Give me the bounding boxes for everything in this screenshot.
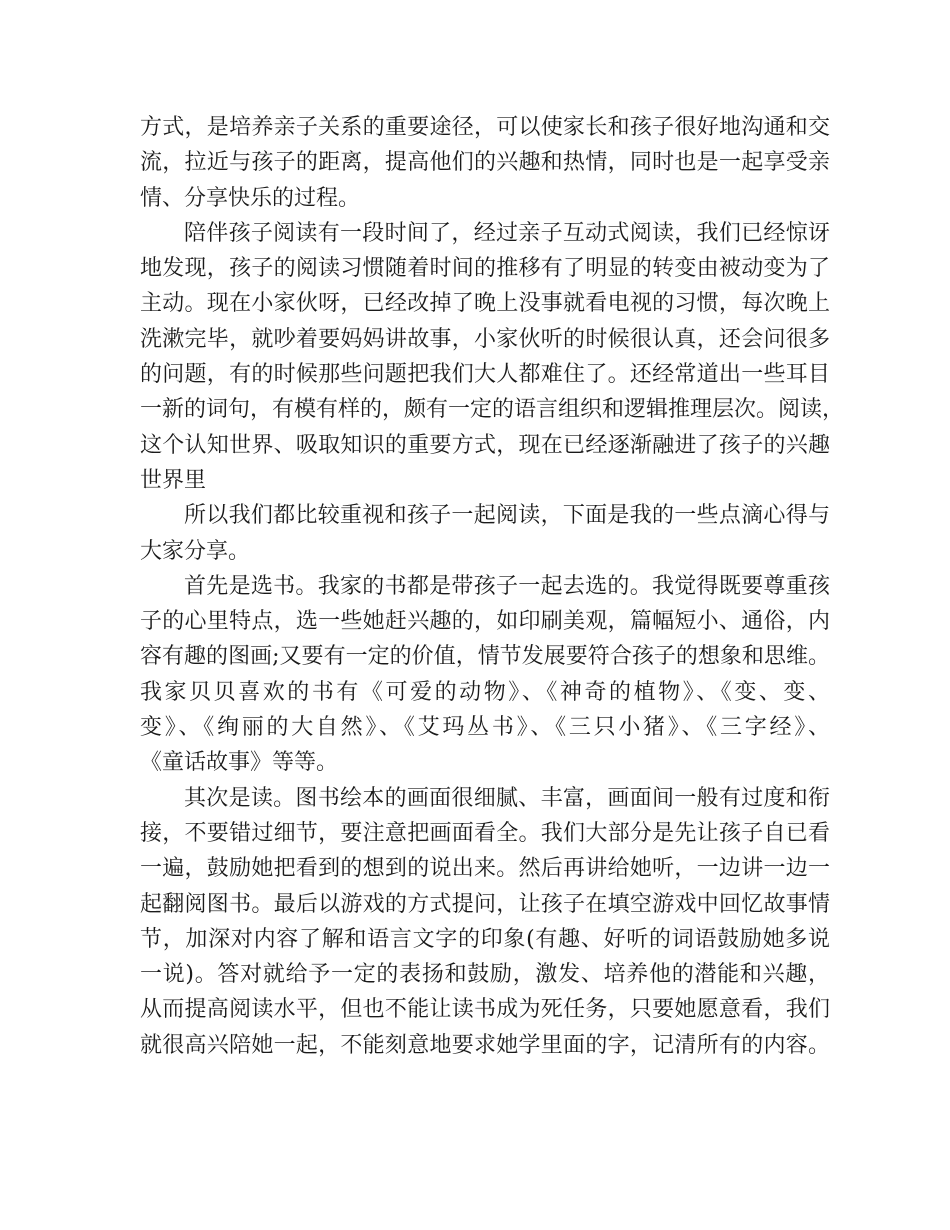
- text-line: 情、分享快乐的过程。: [140, 185, 361, 211]
- text-line: 方式，是培养亲子关系的重要途径，可以使家长和孩子很好地沟通和交: [140, 115, 830, 140]
- text-line: 首先是选书。我家的书都是带孩子一起去选的。我觉得既要尊重孩: [184, 573, 830, 599]
- text-line: 一遍，鼓励她把看到的想到的说出来。然后再讲给她听，一边讲一边一: [140, 856, 830, 882]
- text-line: 容有趣的图画;又要有一定的价值，情节发展要符合孩子的想象和思维。: [140, 644, 830, 670]
- text-line: 其次是读。图书绘本的画面很细腻、丰富，画面间一般有过度和衔: [184, 785, 830, 811]
- text-line: 子的心里特点，选一些她赶兴趣的，如印刷美观，篇幅短小、通俗，内: [140, 609, 830, 635]
- text-line: 《童话故事》等等。: [140, 750, 339, 776]
- text-line: 就很高兴陪她一起，不能刻意地要求她学里面的字，记清所有的内容。: [140, 1032, 830, 1058]
- text-line: 的问题，有的时候那些问题把我们大人都难住了。还经常道出一些耳目: [140, 362, 830, 388]
- text-line: 流，拉近与孩子的距离，提高他们的兴趣和热情，同时也是一起享受亲: [140, 150, 830, 176]
- text-line: 地发现，孩子的阅读习惯随着时间的推移有了明显的转变由被动变为了: [140, 256, 830, 282]
- text-line: 从而提高阅读水平，但也不能让读书成为死任务，只要她愿意看，我们: [140, 997, 830, 1023]
- text-line: 接，不要错过细节，要注意把画面看全。我们大部分是先让孩子自已看: [140, 820, 830, 846]
- text-line: 陪伴孩子阅读有一段时间了，经过亲子互动式阅读，我们已经惊讶: [184, 220, 830, 246]
- document-body: [140, 110, 845, 1063]
- text-line: 节，加深对内容了解和语言文字的印象(有趣、好听的词语鼓励她多说: [140, 926, 830, 952]
- text-line: 这个认知世界、吸取知识的重要方式，现在已经逐渐融进了孩子的兴趣: [140, 432, 830, 458]
- text-line: 世界里: [140, 467, 207, 493]
- text-line: 一说)。答对就给予一定的表扬和鼓励，激发、培养他的潜能和兴趣，: [140, 962, 830, 988]
- text-line: 大家分享。: [140, 538, 251, 564]
- text-line: 起翻阅图书。最后以游戏的方式提问，让孩子在填空游戏中回忆故事情: [140, 891, 830, 917]
- text-line: 一新的词句，有模有样的，颇有一定的语言组织和逻辑推理层次。阅读，: [140, 397, 845, 423]
- text-line: 变》、《绚丽的大自然》、《艾玛丛书》、《三只小猪》、《三字经》、: [140, 715, 830, 741]
- text-line: 洗漱完毕，就吵着要妈妈讲故事，小家伙听的时候很认真，还会问很多: [140, 326, 830, 352]
- text-line: 我家贝贝喜欢的书有《可爱的动物》、《神奇的植物》、《变、变、: [140, 679, 830, 705]
- text-line: 主动。现在小家伙呀，已经改掉了晚上没事就看电视的习惯，每次晚上: [140, 291, 830, 317]
- text-line: 所以我们都比较重视和孩子一起阅读，下面是我的一些点滴心得与: [184, 503, 830, 529]
